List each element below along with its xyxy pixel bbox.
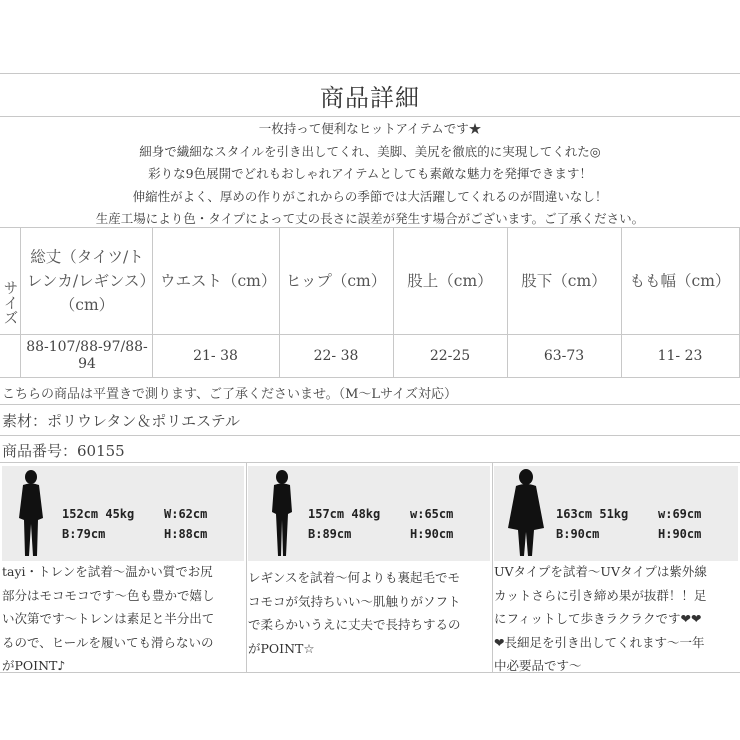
header-hip: ヒップ（cm） (285, 272, 387, 290)
intro-line: 細身で繊細なスタイルを引き出してくれ、美脚、美尻を徹底的に実現してくれた◎ (139, 143, 601, 159)
model-hip: H:90cm (410, 527, 454, 541)
header-inseam: 股下（cm） (521, 272, 607, 290)
header-thigh: もも幅（cm） (629, 272, 731, 290)
model-waist: w:65cm (410, 507, 454, 521)
page-title: 商品詳細 (320, 83, 420, 112)
header-waist: ウエスト（cm） (160, 272, 277, 290)
header-total-length: 総丈（タイツ/トレンカ/レギンス）（cm） (26, 248, 148, 314)
intro-line: 一枚持って便利なヒットアイテムです★ (258, 121, 482, 136)
model-description: レギンスを試着～何よりも裏起毛でモ コモコが気持ちいい～肌触りがソフト で柔らかいうえに丈夫で長持ちするの がPOINT☆ (248, 570, 461, 656)
value-thigh: 11- 23 (657, 347, 703, 364)
model-silhouette-icon (504, 468, 548, 560)
size-row-label: サイズ (1, 279, 20, 325)
intro-line: 生産工場により色・タイプによって丈の長さに誤差が発生す場合がございます。ご了承ください。 (95, 211, 645, 226)
value-total-length: 88-107/88-97/88-94 (26, 339, 148, 372)
header-rise: 股上（cm） (407, 272, 493, 290)
model-bust: B:89cm (308, 527, 352, 541)
value-inseam: 63-73 (543, 347, 585, 364)
value-waist: 21- 38 (193, 347, 238, 364)
model-hip: H:90cm (658, 527, 702, 541)
model-bust: B:90cm (556, 527, 600, 541)
model-description: UVタイプを試着～UVタイプは紫外線 カットさらに引き締め果が抜群！！足 にフィットして歩きラクラクです❤❤ ❤長細足を引き出してくれます～一年 中必要品です～ (494, 564, 707, 673)
value-hip: 22- 38 (313, 347, 359, 364)
model-height-weight: 152cm 45kg (62, 507, 135, 521)
product-number: 商品番号：60155 (2, 442, 125, 460)
measure-note: こちらの商品は平置きで測ります、ご了承くださいませ。（M～Lサイズ対応） (2, 387, 457, 402)
model-height-weight: 163cm 51kg (556, 507, 629, 521)
model-waist: w:69cm (658, 507, 702, 521)
model-height-weight: 157cm 48kg (308, 507, 381, 521)
intro-line: 伸縮性がよく、厚めの作りがこれからの季節では大活躍してくれるのが間違いなし！ (132, 188, 608, 204)
model-silhouette-icon (264, 468, 300, 560)
model-description: tayi・トレンを試着～温かい質でお尻 部分はモコモコです～色も豊かで嬉し い次第です～トレンは素足と半分出て るので、ヒールを履いても滑らないの がPOINT♪ (2, 564, 215, 673)
model-silhouette-icon (14, 468, 48, 560)
intro-line: 彩りな9色展開でどれもおしゃれアイテムとしても素敵な魅力を発揮できます！ (148, 166, 592, 181)
model-hip: H:88cm (164, 527, 208, 541)
material: 素材：ポリウレタン＆ポリエステル (2, 412, 241, 430)
model-bust: B:79cm (62, 527, 106, 541)
value-rise: 22-25 (429, 347, 471, 364)
model-waist: W:62cm (164, 507, 208, 521)
intro-text (0, 118, 740, 231)
